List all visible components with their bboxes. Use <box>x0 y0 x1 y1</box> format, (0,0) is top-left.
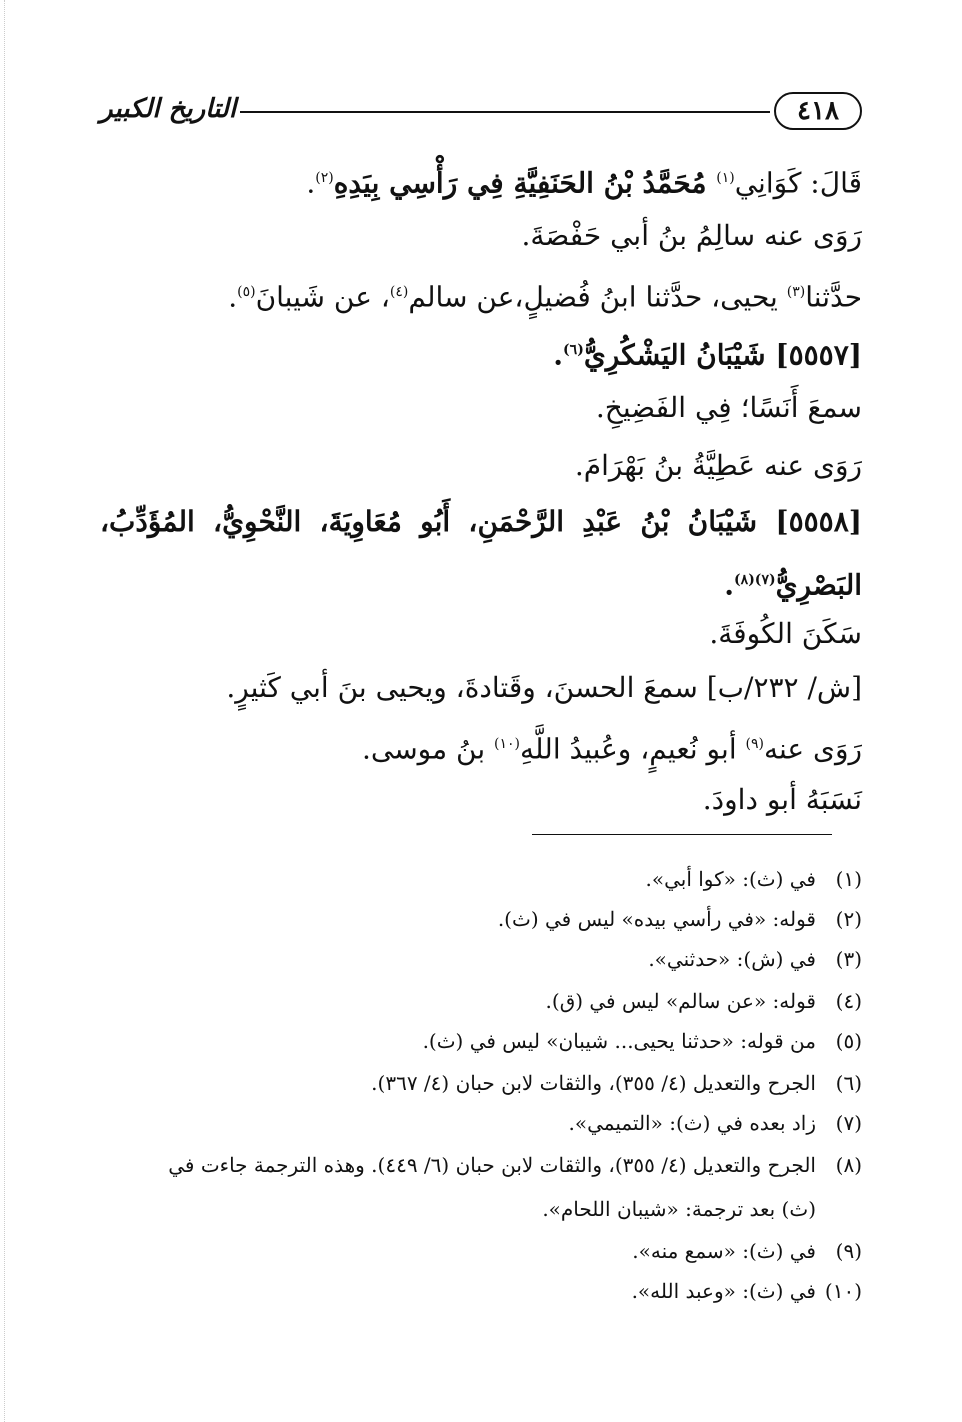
margin-dots <box>4 0 7 1422</box>
text-line-12: نَسَبَهُ أبو داودَ. <box>702 783 862 816</box>
header-rule <box>240 111 770 113</box>
footnote-3: (٣)في (ش): «حدثني». <box>648 947 862 971</box>
footnote-8-continued: (ث) بعد ترجمة: «شيبان اللحام». <box>542 1197 816 1221</box>
footnote-10: (١٠)في (ث): «وعبد الله». <box>631 1279 862 1303</box>
text-line-6: رَوَى عنه عَطِيَّةُ بنُ بَهْرَامَ. <box>574 449 862 482</box>
footnote-8: (٨)الجرح والتعديل (٤/ ٣٥٥)، والثقات لابن حبان (٦/ ٤٤٩). وهذه الترجمة جاءت في <box>168 1153 862 1177</box>
footnote-6: (٦)الجرح والتعديل (٤/ ٣٥٥)، والثقات لابن حبان (٤/ ٣٦٧). <box>371 1071 862 1095</box>
footnote-5: (٥)من قوله: «حدثنا يحيى... شيبان» ليس في (ث). <box>422 1029 862 1053</box>
text-line-2: رَوَى عنه سالِمُ بنُ أبي حَفْصَةَ. <box>521 219 862 252</box>
text-line-3: حدَّثنا$^{(٣)}$ يحيى، حدَّثنا ابنُ فُضيلٍ،عن سالم$^{(٤)}$، عن شَيبانَ$^{(٥)}$. <box>228 280 862 314</box>
text-line-11: رَوَى عنه$^{(٩)}$ أبو نُعيمٍ، وعُبيدُ اللَّهِ$^{(١٠)}$ بنُ موسى. <box>361 732 862 766</box>
footnote-9: (٩)في (ث): «سمع منه». <box>632 1239 862 1263</box>
entry-heading-5558: [٥٥٥٨] شَيْبَانُ بْنُ عَبْدِ الرَّحْمَنِ، أَبُو مُعَاوِيَةَ، النَّحْوِيُّ، المُؤَدِّبُ، <box>100 505 862 538</box>
footnote-separator <box>532 834 832 835</box>
entry-heading-5558-cont: البَصْرِيُّ$^{(٧)(٨)}$. <box>724 568 862 602</box>
page-number-badge: ٤١٨ <box>774 92 862 130</box>
entry-heading-5557: [٥٥٥٧] شَيْبَانُ اليَشْكُرِيُّ$^{(٦)}$. <box>553 338 862 372</box>
text-line-10: [ش/ ٢٣٢/ب] سمعَ الحسنَ، وقَتادةَ، ويحيى بنَ أبي كَثيرٍ. <box>226 671 862 704</box>
text-line-9: سَكَنَ الكُوفَةَ. <box>709 617 862 650</box>
footnote-7: (٧)زاد بعده في (ث): «التميمي». <box>568 1111 862 1135</box>
book-title: التاريخ الكبير <box>100 94 237 124</box>
footnote-2: (٢)قوله: «في رأسي بيده» ليس في (ث). <box>497 907 862 931</box>
text-line-1: قَالَ: كَوَانِي$^{(١)}$ مُحَمَّدُ بْنُ الحَنَفِيَّةِ فِي رَأْسِي بِيَدِهِ$^{(٢)}$. <box>306 166 862 200</box>
footnote-4: (٤)قوله: «عن سالم» ليس في (ق). <box>545 989 862 1013</box>
text-line-5: سمعَ أَنَسًا؛ فِي الفَضِيخِ. <box>595 391 862 424</box>
page-header <box>100 92 862 136</box>
footnote-1: (١)في (ث): «كوا أبي». <box>645 867 862 891</box>
